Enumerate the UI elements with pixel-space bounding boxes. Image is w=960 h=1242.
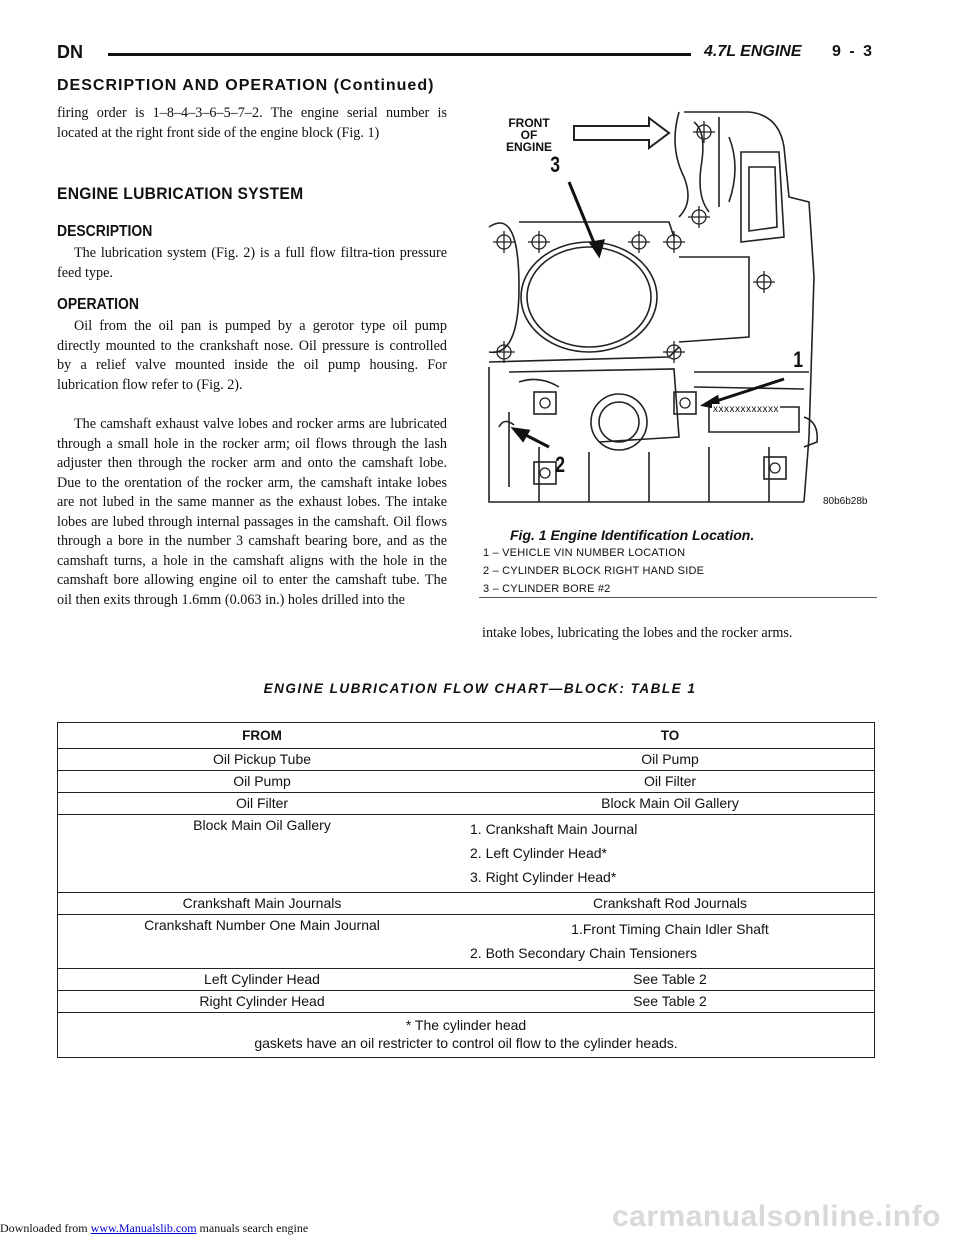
cell-to-list-item: 2. Both Secondary Chain Tensioners <box>470 945 697 961</box>
cell-to-text: Block Main Oil Gallery <box>601 795 739 811</box>
table-row <box>58 915 875 969</box>
column-header-from: FROM <box>58 723 467 749</box>
cell-to <box>466 991 875 1013</box>
front-label-line-1: FRONT <box>508 116 550 130</box>
manualslib-link[interactable]: www.Manualslib.com <box>90 1221 197 1235</box>
cell-from: Crankshaft Number One Main Journal <box>58 915 467 969</box>
front-of-engine-label <box>501 117 557 153</box>
callout-3: 3 <box>550 152 561 177</box>
front-label-line-3: ENGINE <box>505 140 552 154</box>
engine-block-illustration <box>479 107 879 517</box>
callout-2: 2 <box>555 452 566 477</box>
cell-to <box>466 815 875 893</box>
cell-to <box>466 969 875 991</box>
cell-from: Oil Pump <box>58 771 467 793</box>
table-title: ENGINE LUBRICATION FLOW CHART—BLOCK: TABLE 1 <box>263 681 697 696</box>
cell-to <box>466 749 875 771</box>
serial-number-placeholder: xxxxxxxxxxxx <box>713 404 779 415</box>
cell-to-list-item: 2. Left Cylinder Head* <box>470 845 607 861</box>
cell-from: Block Main Oil Gallery <box>58 815 467 893</box>
description-paragraph: The lubrication system (Fig. 2) is a full flow filtra-tion pressure feed type. <box>57 245 447 281</box>
cell-from: Right Cylinder Head <box>58 991 467 1013</box>
cell-to <box>466 915 875 969</box>
running-head: DESCRIPTION AND OPERATION (Continued) <box>57 77 435 94</box>
lubrication-flow-table <box>57 722 875 1058</box>
table-row <box>58 815 875 893</box>
cell-to <box>466 771 875 793</box>
cell-from: Left Cylinder Head <box>58 969 467 991</box>
operation-paragraph-continued: intake lobes, lubricating the lobes and the rocker arms. <box>482 625 793 641</box>
cell-to-text: Oil Pump <box>641 751 699 767</box>
cell-from: Oil Pickup Tube <box>58 749 467 771</box>
footer <box>0 1221 308 1236</box>
table-row <box>58 991 875 1013</box>
operation-paragraph-2: The camshaft exhaust valve lobes and rocker arms are lubricated through a small hole in the rocker arm; oil flows through the lash adjuster then through the rocker arm and onto the camshaft lobe. Due to the orentation of the rocker arm, the camshaft intake lobes are not lubed in the same manner as the exhaust lobes. The intake lobes are lubed through internal passages in the camshaft. Oil flows through a bore in the number 3 camshaft bearing bore, and as the camshaft turns, a hole in the camshaft aligns with the hole in the camshaft bore allowing engine oil to enter the camshaft tube. The oil then exits through 1.6mm (0.063 in.) holes drilled into the <box>57 416 447 608</box>
table-note-line-1: * The cylinder head <box>405 1017 527 1033</box>
figure-caption: Fig. 1 Engine Identification Location. <box>510 527 755 543</box>
table-row <box>58 793 875 815</box>
table-row <box>58 771 875 793</box>
header-section-title: 4.7L ENGINE <box>704 43 802 60</box>
table-header-row <box>58 723 875 749</box>
subheading-operation: OPERATION <box>57 296 139 313</box>
cell-from: Oil Filter <box>58 793 467 815</box>
footer-suffix: manuals search engine <box>196 1221 309 1235</box>
table-note <box>58 1013 875 1058</box>
cell-to-text: Oil Filter <box>643 773 697 789</box>
front-label-line-2: OF <box>520 128 538 142</box>
table-row <box>58 749 875 771</box>
table-note-row <box>58 1013 875 1058</box>
image-code: 80b6b28b <box>823 496 868 507</box>
legend-item: 3 – CYLINDER BORE #2 <box>483 583 611 595</box>
column-header-to: TO <box>466 723 875 749</box>
cell-to-list-item: 1.Front Timing Chain Idler Shaft <box>571 921 769 937</box>
cell-to-list-item: 1. Crankshaft Main Journal <box>470 821 638 837</box>
table-row <box>58 969 875 991</box>
table-note-line-2: gaskets have an oil restricter to control oil flow to the cylinder heads. <box>254 1035 678 1051</box>
watermark: carmanualsonline.info <box>612 1200 941 1233</box>
cell-to <box>466 893 875 915</box>
header-model-code: DN <box>57 42 83 62</box>
table-row <box>58 893 875 915</box>
section-heading-lubrication: ENGINE LUBRICATION SYSTEM <box>57 184 304 203</box>
legend-item: 2 – CYLINDER BLOCK RIGHT HAND SIDE <box>483 565 705 577</box>
callout-1: 1 <box>793 347 804 372</box>
header-rule <box>108 53 691 56</box>
header-page-number: 9 - 3 <box>832 43 875 60</box>
cell-to-text: Crankshaft Rod Journals <box>592 895 748 911</box>
cell-to-text: See Table 2 <box>633 971 707 987</box>
cell-from: Crankshaft Main Journals <box>58 893 467 915</box>
cell-to-text: See Table 2 <box>633 993 707 1009</box>
footer-prefix: Downloaded from <box>0 1221 91 1235</box>
subheading-description: DESCRIPTION <box>57 223 153 240</box>
operation-paragraph-1: Oil from the oil pan is pumped by a gerotor type oil pump directly mounted to the crankshaft nose. Oil pressure is controlled by a relief valve mounted inside the oil pump housing. For lubrication flow refer to (Fig. 2). <box>57 318 447 393</box>
engine-identification-figure <box>479 107 879 517</box>
cell-to <box>466 793 875 815</box>
cell-to-list-item: 3. Right Cylinder Head* <box>470 869 617 885</box>
legend-rule <box>479 597 877 598</box>
intro-paragraph: firing order is 1–8–4–3–6–5–7–2. The engine serial number is located at the right front side of the engine block (Fig. 1) <box>57 105 447 141</box>
legend-item: 1 – VEHICLE VIN NUMBER LOCATION <box>483 547 686 559</box>
